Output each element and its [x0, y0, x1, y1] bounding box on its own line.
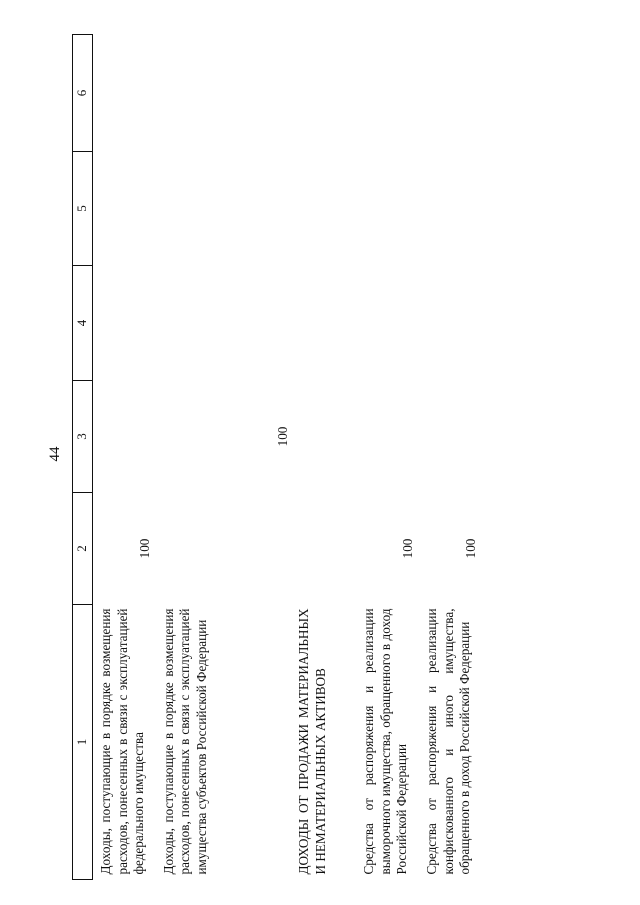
table-row: [93, 35, 156, 880]
row-value-col2: 100: [463, 538, 478, 559]
row-description: ДОХОДЫ ОТ ПРОДАЖИ МАТЕРИАЛЬНЫХ И НЕМАТЕРИАЛЬНЫХ АКТИВОВ: [296, 608, 328, 875]
row-value-col4: [93, 266, 156, 381]
table-row: [291, 35, 356, 880]
row-value-col6: [356, 35, 419, 152]
rotated-table-wrapper: [72, 35, 602, 880]
row-value-col4: [356, 266, 419, 381]
col-header-5: 5: [73, 152, 93, 266]
row-description: Доходы, поступающие в порядке возмещения расходов, понесенных в связи с эксплуатацией федерального имущества: [98, 608, 146, 875]
col-header-2: 2: [73, 493, 93, 605]
row-value-col6: [156, 35, 292, 152]
col-header-4: 4: [73, 266, 93, 381]
row-value-col4: [156, 266, 292, 381]
row-value-col2: [291, 493, 356, 605]
row-description: Доходы, поступающие в порядке возмещения расходов, понесенных в связи с эксплуатацией имущества субъектов Российской Федерации: [160, 608, 209, 875]
row-value-col3: [291, 381, 356, 493]
row-value-col5: [93, 152, 156, 266]
row-value-col5: [156, 152, 292, 266]
row-value-col5: [291, 152, 356, 266]
col-header-3: 3: [73, 381, 93, 493]
row-value-col2: [156, 493, 292, 605]
col-header-1: 1: [73, 605, 93, 880]
revenue-table: [72, 34, 589, 880]
row-value-col3: [93, 381, 156, 493]
row-value-col3: [356, 381, 419, 493]
col-header-6: 6: [73, 35, 93, 152]
row-value-col3: 100: [274, 426, 290, 447]
page-number: 44: [47, 446, 63, 462]
row-value-col6: [93, 35, 156, 152]
table-row: [156, 35, 292, 880]
row-value-col5: [419, 152, 589, 266]
row-value-col2: 100: [137, 538, 152, 559]
table-row: [419, 35, 589, 880]
row-value-col5: [356, 152, 419, 266]
row-description: Средства от распоряжения и реализации выморочного имущества, обращенного в доход Российской Федерации: [361, 608, 409, 875]
table-header-row: [73, 35, 93, 880]
row-value-col3: [419, 381, 589, 493]
row-description: Средства от распоряжения и реализации конфискованного и иного имущества, обращенного в доход Российской Федерации: [424, 608, 472, 875]
row-value-col4: [291, 266, 356, 381]
row-value-col4: [419, 266, 589, 381]
row-value-col6: [291, 35, 356, 152]
row-value-col2: 100: [400, 538, 415, 559]
row-value-col6: [419, 35, 589, 152]
table-row: [356, 35, 419, 880]
